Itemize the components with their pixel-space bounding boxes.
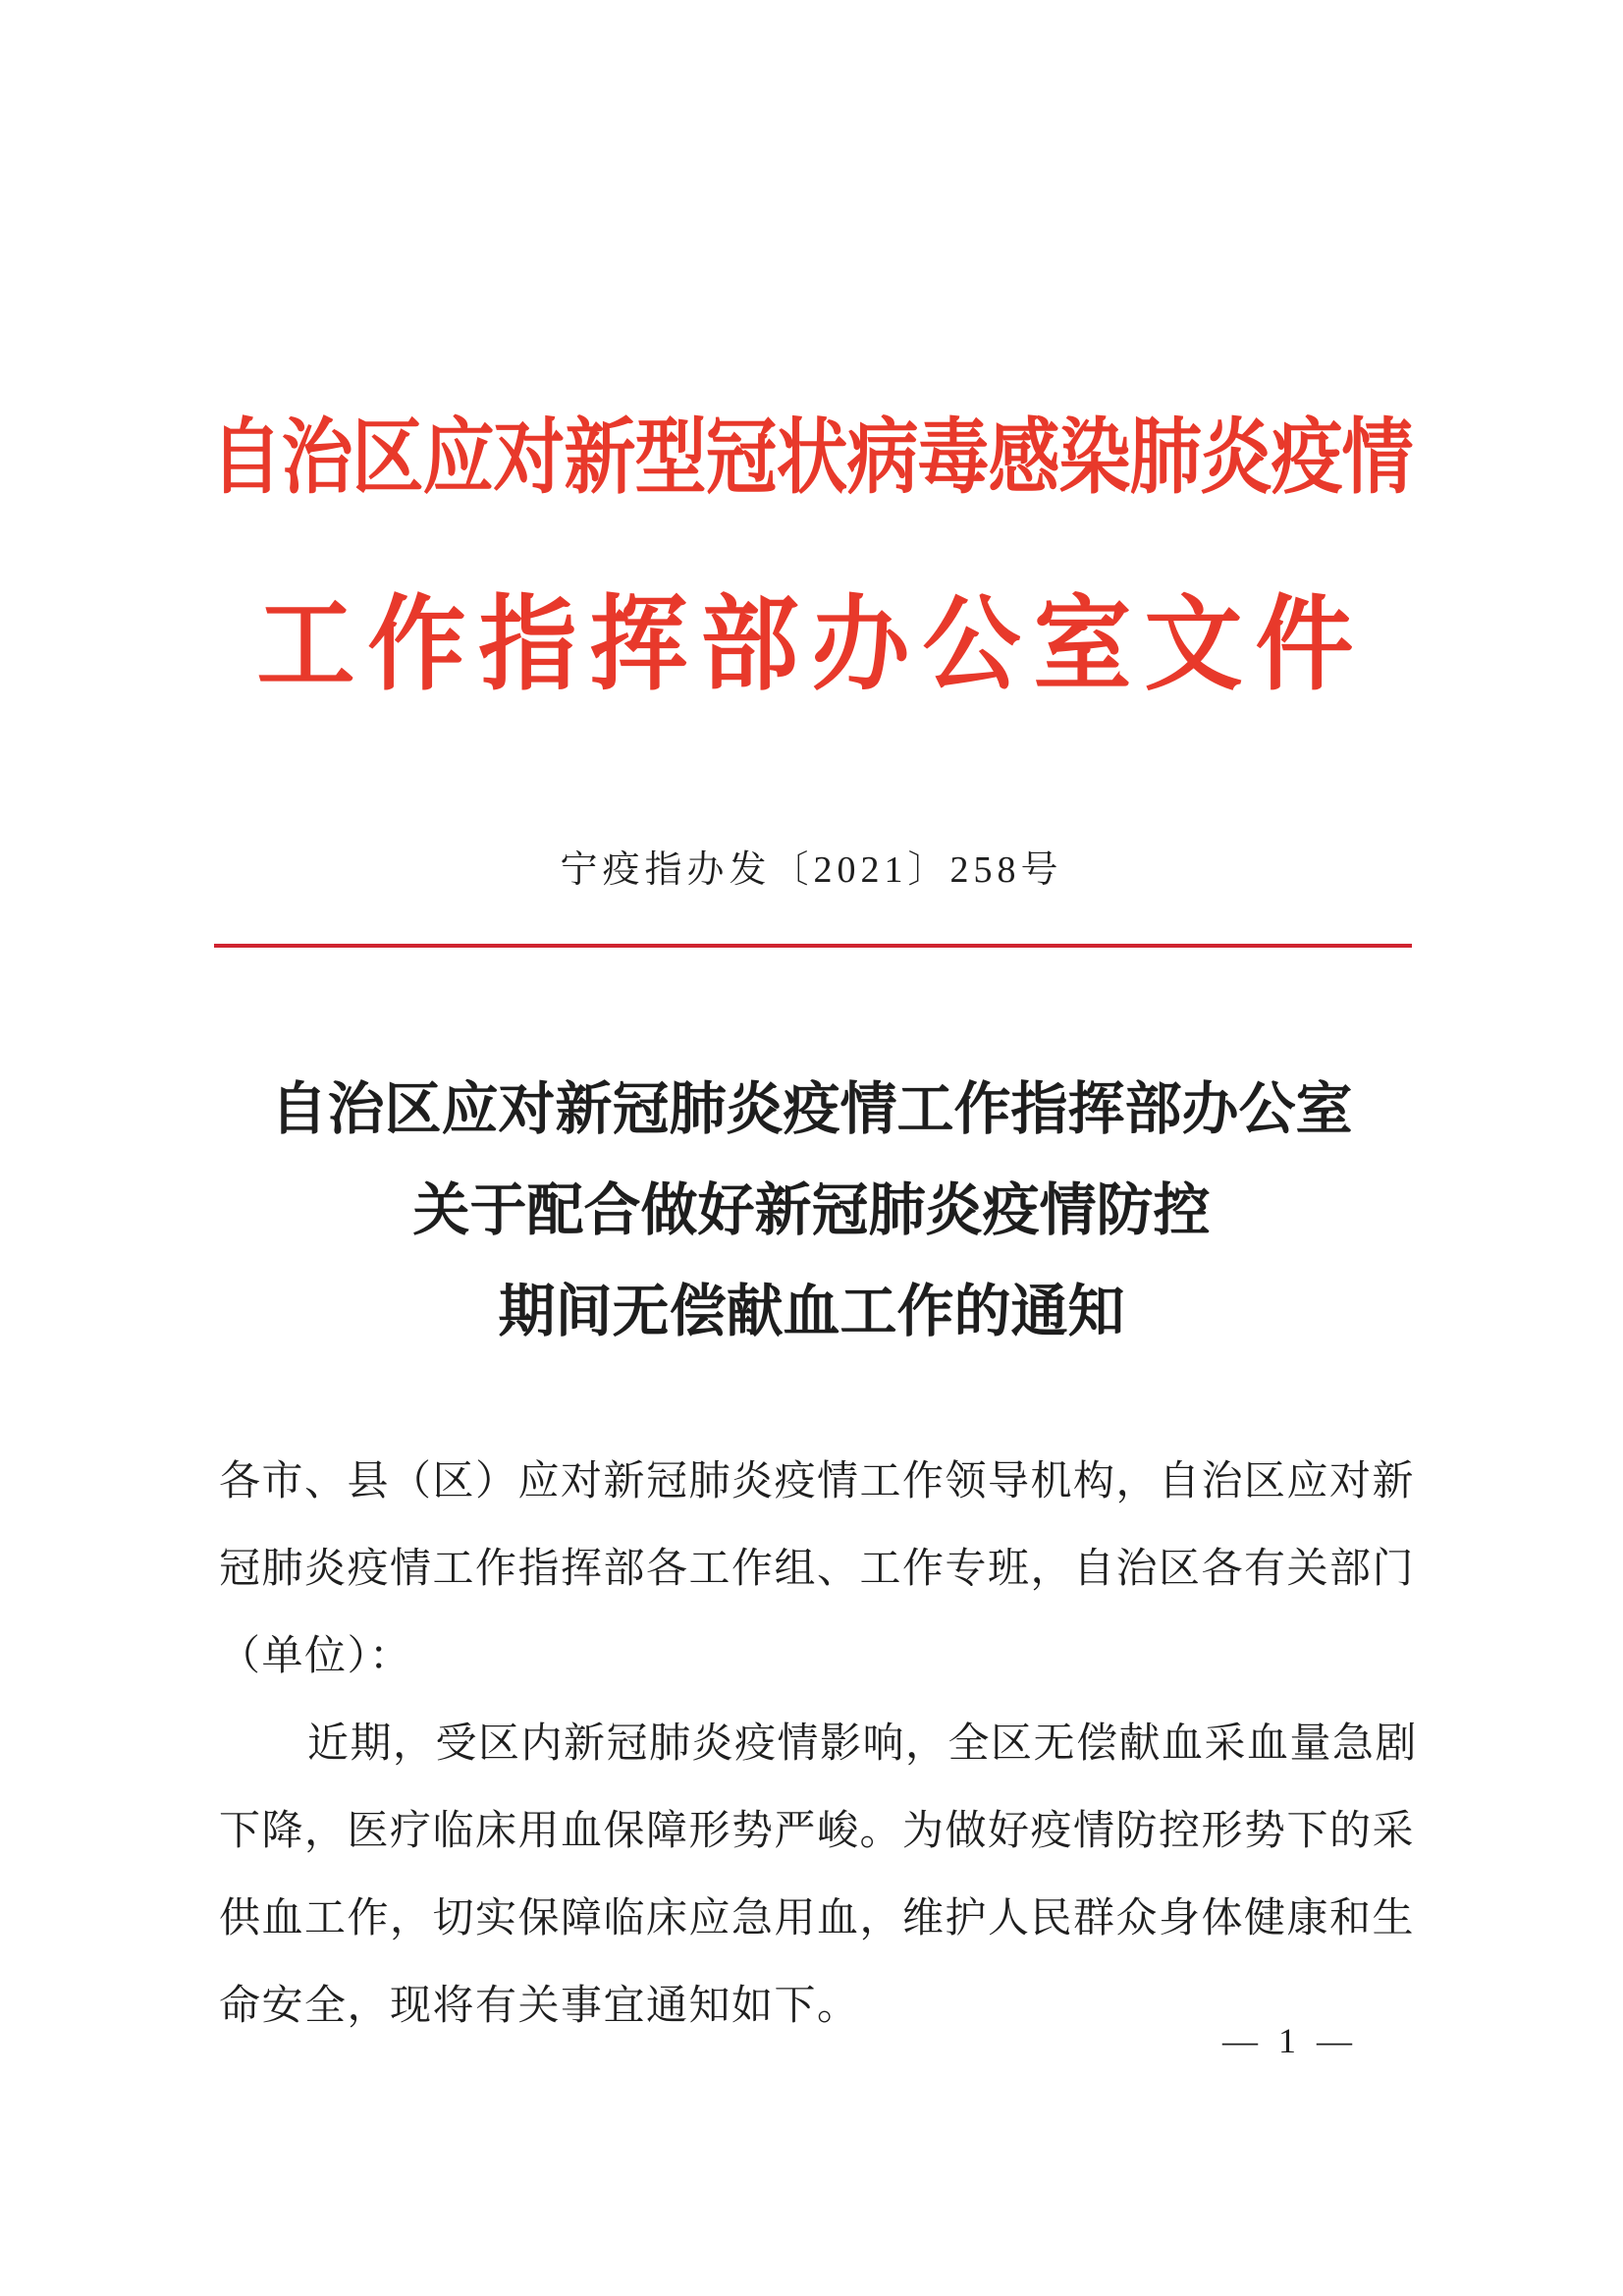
body-line: 近期，受区内新冠肺炎疫情影响，全区无偿献血采血量急剧 <box>307 1722 1419 1767</box>
document-title-line2: 关于配合做好新冠肺炎疫情防控 <box>412 1178 1211 1242</box>
document-title-line1: 自治区应对新冠肺炎疫情工作指挥部办公室 <box>270 1077 1353 1141</box>
body-line: 各市、县（区）应对新冠肺炎疫情工作领导机构，自治区应对新 <box>219 1459 1416 1504</box>
letterhead-line2: 工作指挥部办公室文件 <box>256 588 1367 703</box>
document-number: 宁疫指办发〔2021〕258号 <box>560 849 1063 891</box>
body-line: 下降，医疗临床用血保障形势严峻。为做好疫情防控形势下的采 <box>219 1809 1416 1854</box>
body-line: 命安全，现将有关事宜通知如下。 <box>219 1984 860 2029</box>
document-title <box>0 1059 1623 1362</box>
body-line: 冠肺炎疫情工作指挥部各工作组、工作专班，自治区各有关部门 <box>219 1547 1416 1592</box>
body-line: 供血工作，切实保障临床应急用血，维护人民群众身体健康和生 <box>219 1896 1416 1941</box>
body-line: （单位）： <box>219 1634 412 1679</box>
page-number: — 1 — <box>1222 2021 1358 2060</box>
red-divider-line <box>214 944 1412 948</box>
document-body <box>219 1439 1427 2050</box>
letterhead-line1: 自治区应对新型冠状病毒感染肺炎疫情 <box>210 411 1413 504</box>
document-title-line3: 期间无偿献血工作的通知 <box>498 1280 1125 1343</box>
